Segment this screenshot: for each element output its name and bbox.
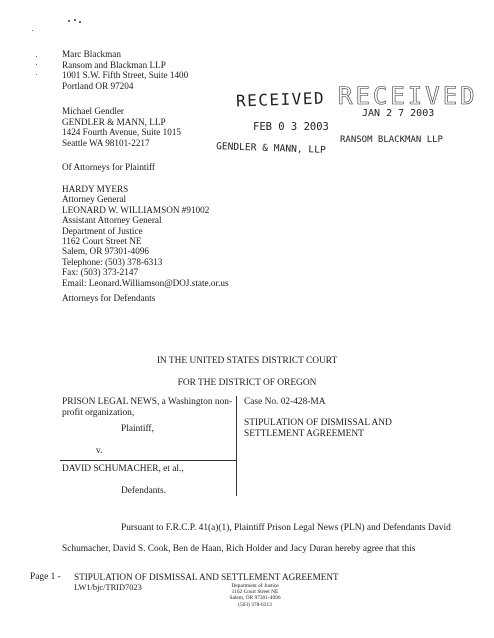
footer-code: LW1/bjc/TRID7023 (74, 583, 142, 592)
counsel-line: Attorney General (62, 194, 127, 205)
plaintiff-line-1: PRISON LEGAL NEWS, a Washington non- (62, 397, 233, 407)
counsel-line: 1001 S.W. Fifth Street, Suite 1400 (62, 70, 189, 81)
counsel-line: HARDY MYERS (62, 184, 129, 194)
counsel-line: LEONARD W. WILLIAMSON #91002 (62, 204, 210, 215)
received-stamp-1: RECEIVED (235, 88, 326, 111)
counsel-line: Salem, OR 97301-4096 (62, 246, 150, 257)
caption-defendant: DAVID SCHUMACHER, et al., (62, 464, 184, 474)
page-number: Page 1 - (30, 572, 61, 582)
defendant-role: Defendants. (121, 486, 167, 496)
document-title-line-2: SETTLEMENT AGREEMENT (244, 428, 364, 439)
defense-attorneys-label: Attorneys for Defendants (62, 293, 156, 303)
court-district: FOR THE DISTRICT OF OREGON (177, 378, 317, 388)
counsel-line: 1162 Court Street NE (62, 236, 142, 247)
counsel-line: Fax: (503) 373-2147 (62, 267, 139, 278)
plaintiff-attorneys-label: Of Attorneys for Plaintiff (62, 162, 155, 172)
plaintiff-line-2: profit organization, (62, 408, 135, 418)
caption-plaintiff (62, 397, 232, 419)
dept-line: 1162 Court Street NE (231, 589, 279, 596)
received-stamp-2-date: JAN 2 7 2003 (362, 108, 435, 119)
counsel-line: Email: Leonard.Williamson@DOJ.state.or.us (62, 277, 229, 288)
body-line-1: Pursuant to F.R.C.P. 41(a)(1), Plaintiff Prison Legal News (PLN) and Defendants David (121, 523, 451, 533)
versus: v. (96, 446, 103, 456)
received-stamp-1-firm: GENDLER & MANN, LLP (215, 141, 326, 156)
plaintiff-role: Plaintiff, (121, 424, 154, 434)
court-name: IN THE UNITED STATES DISTRICT COURT (156, 356, 338, 366)
defense-counsel (62, 184, 229, 288)
caption-divider-vertical (236, 396, 237, 496)
counsel-line: Ransom and Blackman LLP (62, 59, 166, 70)
counsel-line: Seattle WA 98101-2217 (62, 137, 150, 148)
dept-line: Department of Justice (231, 583, 279, 589)
case-number: Case No. 02-428-MA (244, 397, 326, 407)
counsel-line: GENDLER & MANN, LLP (62, 116, 166, 127)
plaintiff-counsel-2 (62, 106, 181, 148)
counsel-line: Department of Justice (62, 225, 143, 236)
received-stamp-2-firm: RANSOM BLACKMAN LLP (340, 135, 443, 145)
body-line-2: Schumacher, David S. Cook, Ben de Haan, Rich Holder and Jacy Duran hereby agree that this (62, 544, 416, 554)
counsel-line: Portland OR 97204 (62, 80, 134, 91)
caption-divider-horizontal (60, 460, 236, 461)
plaintiff-counsel-1 (62, 49, 188, 91)
footer-title: STIPULATION OF DISMISSAL AND SETTLEMENT AGREEMENT (74, 572, 339, 582)
received-stamp-1-date: FEB 0 3 2003 (253, 121, 329, 133)
counsel-line: Michael Gendler (62, 106, 124, 116)
document-title (244, 418, 392, 439)
dept-line: (503) 378-6313 (238, 601, 272, 608)
counsel-line: Telephone: (503) 378-6313 (62, 256, 163, 267)
footer-department (220, 583, 290, 608)
counsel-line: Marc Blackman (62, 49, 121, 59)
dept-line: Salem, OR 97301-4096 (229, 595, 281, 602)
received-stamp-2: RECEIVED (338, 82, 478, 110)
counsel-line: Assistant Attorney General (62, 215, 162, 226)
counsel-line: 1424 Fourth Avenue, Suite 1015 (62, 127, 182, 138)
document-title-line-1: STIPULATION OF DISMISSAL AND (244, 418, 392, 428)
